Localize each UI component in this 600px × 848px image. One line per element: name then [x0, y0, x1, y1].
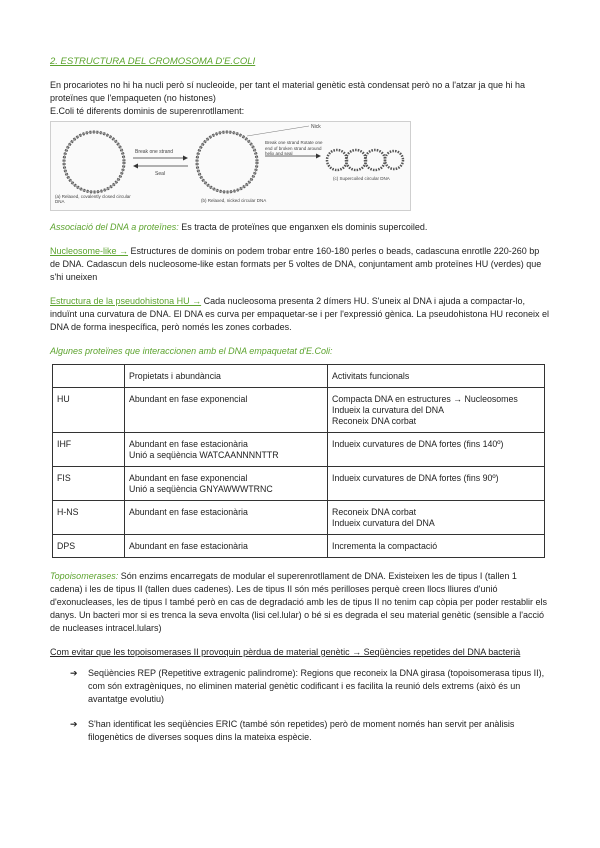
- table-header-cell: [53, 365, 125, 388]
- reverse-arrowhead: [133, 164, 138, 169]
- supercoiling-figure: [50, 121, 411, 211]
- protein-activities: Incrementa la compactació: [328, 535, 545, 558]
- caption-c-box: [333, 176, 409, 186]
- relaxed-closed-circle-inner: [64, 132, 124, 192]
- list-item-text: S'han identificat les seqüències ERIC (també són repetides) però de moment només han servit per anàlisis filogenètics de diverses soques dins la mateixa espècie.: [88, 719, 515, 742]
- intro-paragraph: [50, 79, 550, 118]
- supercoil-loop-3: [365, 150, 385, 170]
- protein-activities: Indueix curvatures de DNA fortes (fins 140º): [328, 433, 545, 467]
- protein-properties: Abundant en fase estacionària Unió a seqüència WATCAANNNNTTR: [125, 433, 328, 467]
- document-page: [50, 55, 550, 756]
- association-text: Es tracta de proteïnes que enganxen els dominis supercoiled.: [181, 222, 428, 232]
- protein-name: FIS: [53, 467, 125, 501]
- caption-b: (b) Relaxed, nicked circular DNA: [201, 198, 267, 203]
- association-paragraph: [50, 221, 550, 234]
- supercoil-loop-2: [346, 150, 366, 170]
- protein-activities: Reconeix DNA corbat Indueix curvatura del DNA: [328, 501, 545, 535]
- supercoil-loop-4: [385, 151, 403, 169]
- supercoil-loop-1: [327, 150, 347, 170]
- avoid-loss-heading: Com evitar que les topoisomerases II provoquin pèrdua de material genètic → Seqüències repetides del DNA bacterià: [50, 647, 521, 657]
- caption-c: (c) Supercoiled circular DNA: [333, 176, 390, 181]
- table-row: [53, 501, 545, 535]
- right-label-box: [265, 140, 323, 180]
- nick-pointer: [247, 126, 309, 136]
- section-heading: 2. ESTRUCTURA DEL CROMOSOMA D'E.COLI: [50, 56, 256, 67]
- topoisomerases-text: Són enzims encarregats de modular el superenrotllament de DNA. Existeixen les de tipus I (tallen 1 cadena) i les de tipus II (tallen dues cadenes). Les de tipus II són més perilloses perquè creen llocs lliures d'unió d'exonucleases, les de tipus I també però en cas de degradació amb les de tipus II no tenim cap còpia per poder restablir els danys. Un bacteri mor si es trenca la seva envolta (lisi cel.lular) o bé si es degrada el seu material genètic (sensible a l'acció de nucleases intracel.lulars): [50, 571, 548, 633]
- seal-label: Seal: [155, 171, 166, 177]
- caption-a-box: [55, 194, 135, 210]
- nucleosome-paragraph: [50, 245, 550, 284]
- protein-activities: Indueix curvatures de DNA fortes (fins 90º): [328, 467, 545, 501]
- protein-properties: Abundant en fase exponencial Unió a seqüència GNYAWWWTRNC: [125, 467, 328, 501]
- list-item: [50, 667, 550, 706]
- table-header-cell: Propietats i abundància: [125, 365, 328, 388]
- protein-activities: Compacta DNA en estructures → Nucleosomes Indueix la curvatura del DNA Reconeix DNA corbat: [328, 388, 545, 433]
- caption-a: (a) Relaxed, covalently closed circular DNA: [55, 194, 131, 204]
- table-row: [53, 433, 545, 467]
- pseudohistone-paragraph: [50, 295, 550, 334]
- table-row: [53, 467, 545, 501]
- nucleosome-text: Estructures de dominis on podem trobar entre 160-180 perles o beads, cadascuna enrotlle 220-260 bp de DNA. Cadascun dels nucleosome-like estan formats per 5 voltes de DNA, conjuntament amb proteïnes HU (verdes) que s'hi uneixen: [50, 246, 542, 282]
- protein-name: IHF: [53, 433, 125, 467]
- proteins-table: [52, 364, 545, 558]
- nick-label: Nick: [311, 124, 321, 130]
- protein-properties: Abundant en fase estacionària: [125, 501, 328, 535]
- nucleosome-label: Nucleosome-like →: [50, 246, 129, 256]
- arrow-bullet-icon: ➔: [70, 668, 78, 678]
- pseudohistone-label: Estructura de la pseudohistona HU →: [50, 296, 202, 306]
- protein-properties: Abundant en fase estacionària: [125, 535, 328, 558]
- caption-b-box: [201, 198, 291, 208]
- relaxed-nicked-circle-inner: [197, 132, 257, 192]
- protein-name: H-NS: [53, 501, 125, 535]
- table-header-cell: Activitats funcionals: [328, 365, 545, 388]
- supercoiling-diagram: [51, 122, 410, 210]
- intro-text: En procariotes no hi ha nucli però sí nucleoide, per tant el material genètic està condensat però no a l'atzar ja que hi ha proteïnes que l'empaqueten (no histones): [50, 80, 526, 103]
- association-label: Associació del DNA a proteïnes:: [50, 222, 179, 232]
- topoisomerases-paragraph: [50, 570, 550, 635]
- list-item-text: Seqüències REP (Repetitive extragenic palindrome): Regions que reconeix la DNA girasa (topoisomerasa tipus II), com són extragèniques, no eliminen material genètic codificant i es facilita la reunió dels extrems (això és un avantatge evolutiu): [88, 668, 545, 704]
- protein-name: DPS: [53, 535, 125, 558]
- list-item: [50, 718, 550, 744]
- table-row: [53, 535, 545, 558]
- protein-properties: Abundant en fase exponencial: [125, 388, 328, 433]
- table-row: [53, 388, 545, 433]
- topoisomerases-label: Topoisomerases:: [50, 571, 119, 581]
- protein-name: HU: [53, 388, 125, 433]
- repeat-sequences-list: [50, 667, 550, 744]
- right-label: Break one strand Rotate one end of broken strand around helix and seal: [265, 140, 323, 156]
- proteins-title: Algunes proteïnes que interaccionen amb el DNA empaquetat d'E.Coli:: [50, 346, 333, 356]
- arrow-bullet-icon: ➔: [70, 719, 78, 729]
- domains-text: E.Coli té diferents dominis de superenrotllament:: [50, 106, 245, 116]
- pseudohistone-text: Cada nucleosoma presenta 2 dímers HU. S'uneix al DNA i ajuda a compactar-lo, induïnt una curvatura de DNA. El DNA es curva per empaquetar-se i per l'expressió gènica. La pseudohistona HU reconeix el DNA de forma inespecífica, però només les zones corbades.: [50, 296, 549, 332]
- forward-arrowhead: [183, 156, 188, 161]
- table-header-row: [53, 365, 545, 388]
- break-label: Break one strand: [135, 149, 174, 155]
